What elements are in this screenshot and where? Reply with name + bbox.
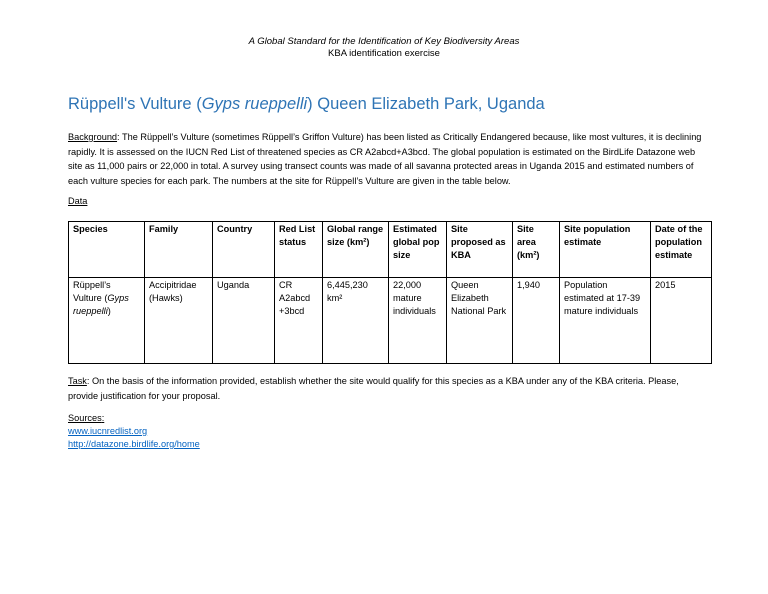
source-link-birdlife[interactable]: http://datazone.birdlife.org/home [68,439,200,449]
background-paragraph [68,130,708,188]
header-site-pop: Site population estimate [560,222,651,278]
page-title [68,95,545,114]
cell-date: 2015 [651,278,712,364]
header-global-pop: Estimated global pop size [389,222,447,278]
cell-red-list: CR A2abcd +3bcd [275,278,323,364]
background-label: Background [68,132,118,142]
title-species: Gyps rueppelli [201,95,308,113]
header-range: Global range size (km²) [323,222,389,278]
cell-site-kba: Queen Elizabeth National Park [447,278,513,364]
sources-label [68,413,104,423]
table-row [69,278,712,364]
header-species: Species [69,222,145,278]
header-line-1: A Global Standard for the Identification of Key Biodiversity Areas [248,36,520,47]
cell-site-area: 1,940 [513,278,560,364]
cell-site-pop: Population estimated at 17-39 mature individuals [560,278,651,364]
header-site-area: Site area (km²) [513,222,560,278]
sources-colon: : [101,413,105,423]
species-prefix: Rüppell’s Vulture ( [73,280,111,303]
data-label: Data [68,196,88,206]
cell-species [69,278,145,364]
cell-range: 6,445,230 km² [323,278,389,364]
cell-family: Accipitridae (Hawks) [145,278,213,364]
table-header-row [69,222,712,278]
cell-global-pop: 22,000 mature individuals [389,278,447,364]
title-prefix: Rüppell's Vulture ( [68,95,202,113]
sources-label-text: Sources [68,413,102,423]
header-red-list: Red List status [275,222,323,278]
cell-country: Uganda [213,278,275,364]
header-site-kba: Site proposed as KBA [447,222,513,278]
species-suffix: ) [107,306,111,316]
header-line-2: KBA identification exercise [328,48,440,59]
source-link-iucn[interactable]: www.iucnredlist.org [68,426,148,436]
background-text: : The Rüppell’s Vulture (sometimes Rüppell’s Griffon Vulture) has been listed as Critically Endangered because, like most vultures, it is declining rapidly. It is assessed on the IUCN Red List of threatened species as CR A2abcd+A3bcd. The global population is estimated on the BirdLife Datazone web site as 11,000 pairs or 22,000 in total. A survey using transect counts was made of all savanna protected areas in Uganda 2015 and estimated numbers of each vulture species for each park. The numbers at the site for Rüppell’s Vulture are given in the table below. [68,132,702,186]
data-table [68,221,712,364]
title-suffix: ) Queen Elizabeth Park, Uganda [307,95,545,113]
header-family: Family [145,222,213,278]
header-date: Date of the population estimate [651,222,712,278]
task-paragraph [68,374,708,403]
species-italic: Gyps rueppelli [73,293,129,316]
document-header [0,36,768,60]
task-text: : On the basis of the information provided, establish whether the site would qualify for this species as a KBA under any of the KBA criteria. Please, provide justification for your proposal. [68,376,679,401]
task-label: Task [68,376,87,386]
header-country: Country [213,222,275,278]
